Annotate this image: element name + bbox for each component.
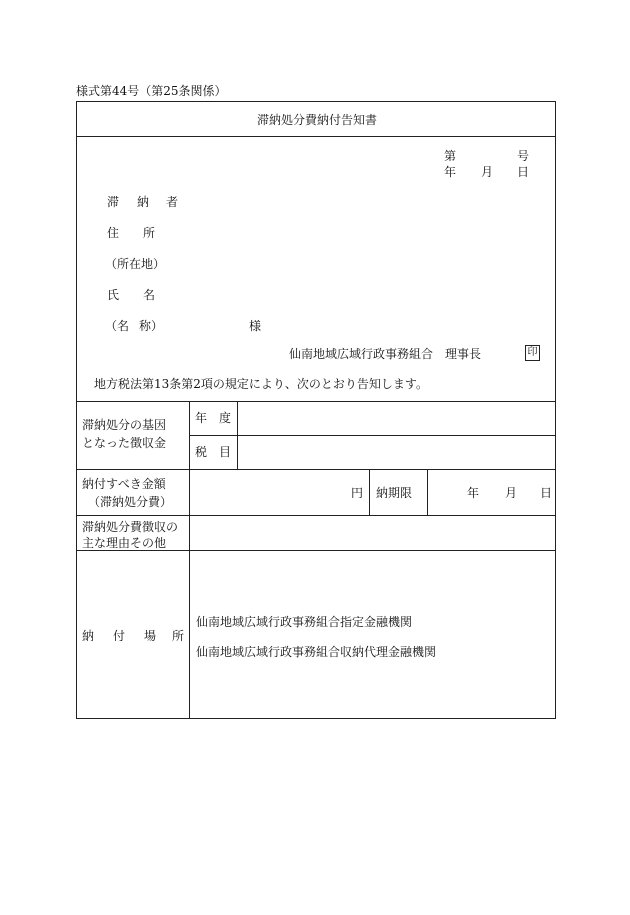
amount-label-line2: （滞納処分費） [88, 495, 173, 509]
doc-number-dai: 第 [444, 149, 457, 163]
amount-bottom-line [77, 515, 555, 516]
title-divider [77, 136, 555, 137]
label-column-divider [189, 401, 190, 718]
deadline-month: 月 [505, 486, 518, 500]
payment-place-agent: 仙南地域広域行政事務組合収納代理金融機関 [196, 645, 437, 659]
honorific-sama: 様 [249, 319, 262, 333]
recipient-location-label: （所在地） [105, 257, 166, 271]
deadline-day: 日 [540, 486, 553, 500]
amount-label-line1: 納付すべき金額 [82, 477, 166, 491]
basis-bottom-line [77, 469, 555, 470]
form-number-label: 様式第44号（第25条関係） [76, 84, 227, 98]
reason-label-line1: 滞納処分費徴収の [82, 520, 179, 534]
reason-label-line2: 主な理由その他 [82, 536, 167, 550]
reason-field[interactable] [193, 518, 551, 546]
issuer-name: 仙南地域広域行政事務組合 理事長 [289, 347, 482, 361]
deadline-year: 年 [467, 486, 480, 500]
deadline-label: 納期限 [376, 486, 413, 500]
basis-label-line1: 滞納処分の基因 [82, 418, 167, 432]
date-year: 年 [444, 165, 457, 179]
deadline-divider [427, 469, 428, 515]
date-day: 日 [517, 165, 530, 179]
seal-stamp-icon: 印 [525, 345, 540, 361]
basis-subcolumn-divider [237, 401, 238, 469]
yen-unit: 円 [351, 486, 364, 500]
notice-text: 地方税法第13条第2項の規定により、次のとおり告知します。 [94, 377, 428, 391]
doc-number-go: 号 [517, 149, 530, 163]
table-top-line [77, 401, 555, 402]
date-month: 月 [481, 165, 494, 179]
basis-label-line2: となった徴収金 [82, 436, 167, 450]
payment-place-designated: 仙南地域広域行政事務組合指定金融機関 [196, 615, 413, 629]
notice-form: 滞納処分費納付告知書 第 号 年 月 日 滞 納 者 住 所 （所在地） 氏 名 （名 称） 様 仙南地域広域行政事務組合 理事長 印 地方税法第13条第2項の規定により、次のとおり告知します。 滞納処分の基因 となった徴収金 年 度 税 目 納付すべき金額 （滞納処分費） 円 納期限 年 月 日 滞納処分費徴収の 主な理由その他 納 付 場 所 仙南地域広域行政事務組合指定金融機関 仙南地域広域行政事務組合収納代理金融機関 [76, 101, 556, 719]
tax-item-field[interactable] [241, 438, 551, 466]
basis-mid-line [189, 435, 555, 436]
document-title: 滞納処分費納付告知書 [256, 113, 377, 127]
fiscal-year-field[interactable] [241, 404, 551, 432]
yen-divider [369, 469, 370, 515]
amount-field[interactable] [193, 474, 353, 512]
